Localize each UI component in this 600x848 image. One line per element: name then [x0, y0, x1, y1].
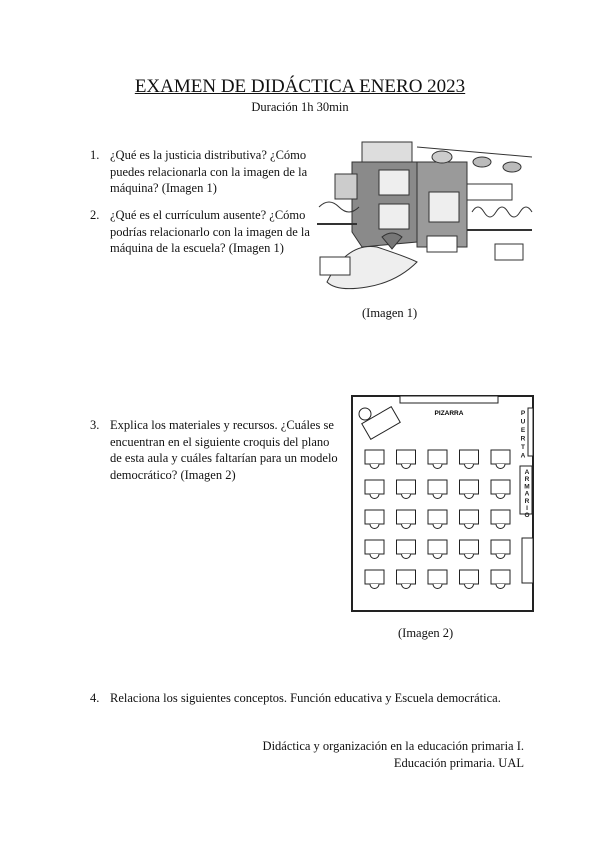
footer [263, 738, 524, 772]
student-desk [460, 540, 479, 559]
student-desk [428, 450, 447, 469]
question-1 [90, 147, 310, 197]
student-desk [397, 540, 416, 559]
student-desk [397, 450, 416, 469]
student-desk [460, 480, 479, 499]
student-desk [491, 570, 510, 589]
door [528, 408, 533, 456]
student-desk [428, 570, 447, 589]
question-text: ¿Qué es el currículum ausente? ¿Cómo podrías relacionarlo con la imagen de la máquina de la escuela? (Imagen 1) [110, 208, 310, 255]
door-label: PUERTA [519, 410, 527, 461]
question-number: 1. [90, 148, 100, 162]
question-4 [90, 690, 530, 708]
teacher-desk [359, 407, 400, 440]
student-desk [428, 540, 447, 559]
exam-duration: Duración 1h 30min [251, 100, 349, 114]
image-2-caption: (Imagen 2) [398, 626, 454, 640]
cabinet-label: ARMARIO [523, 469, 531, 520]
student-desk [460, 510, 479, 529]
blackboard [400, 396, 498, 403]
student-desk [460, 570, 479, 589]
student-desk [428, 510, 447, 529]
student-desk [491, 540, 510, 559]
question-text: Explica los materiales y recursos. ¿Cuáles se encuentran en el siguiente croquis del plano de esta aula y cuáles faltarían para un modelo democrático? (Imagen 2) [110, 418, 338, 482]
question-number: 4. [90, 691, 100, 705]
blackboard-label: PIZARRA [434, 410, 464, 417]
footer-course: Didáctica y organización en la educación primaria I. [262, 739, 524, 753]
question-3 [90, 417, 340, 487]
question-text: ¿Qué es la justicia distributiva? ¿Cómo puedes relacionarla con la imagen de la máquina? (Imagen 1) [110, 148, 308, 195]
side-furniture [522, 538, 533, 583]
question-2 [90, 207, 310, 257]
student-desk [428, 480, 447, 499]
student-desk [365, 570, 384, 589]
student-desk [365, 540, 384, 559]
exam-title: EXAMEN DE DIDÁCTICA ENERO 2023 [134, 76, 466, 97]
student-desk [365, 480, 384, 499]
student-desk [491, 510, 510, 529]
student-desk [365, 510, 384, 529]
classroom-floor-plan [350, 394, 536, 614]
school-machine-illustration [317, 132, 537, 302]
question-number: 2. [90, 208, 100, 222]
student-desk [397, 570, 416, 589]
image-1-caption: (Imagen 1) [362, 306, 418, 320]
footer-program: Educación primaria. UAL [393, 756, 524, 770]
student-desk [397, 480, 416, 499]
student-desk [460, 450, 479, 469]
student-desk [365, 450, 384, 469]
question-text: Relaciona los siguientes conceptos. Función educativa y Escuela democrática. [110, 691, 501, 705]
student-desk [491, 450, 510, 469]
student-desk [491, 480, 510, 499]
question-number: 3. [90, 418, 100, 432]
student-desk [397, 510, 416, 529]
